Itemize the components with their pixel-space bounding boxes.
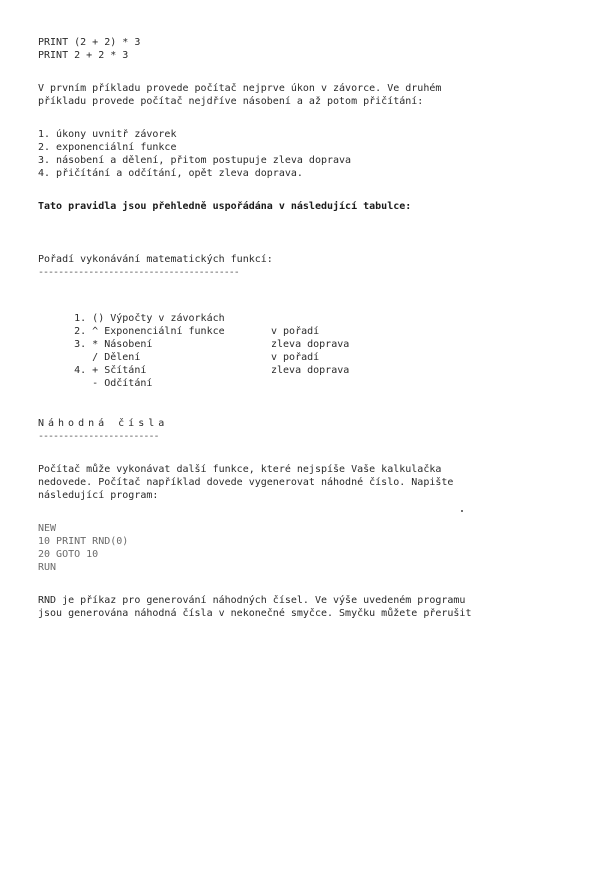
paragraph-rnd-explanation bbox=[38, 594, 563, 620]
table-cell-operator: 1. () Výpočty v závorkách bbox=[74, 313, 225, 324]
text-line: V prvním příkladu provede počítač nejprve úkon v závorce. Ve druhém bbox=[38, 83, 442, 94]
code-example-program bbox=[38, 522, 563, 574]
table-cell-order: v pořadí bbox=[271, 326, 320, 337]
code-line: 20 GOTO 10 bbox=[38, 549, 99, 560]
table-cell-order: zleva doprava bbox=[271, 365, 350, 376]
document-page bbox=[38, 36, 563, 620]
text-line: následující program: bbox=[38, 490, 159, 501]
code-example-top bbox=[38, 36, 563, 62]
paragraph-table-intro: Tato pravidla jsou přehledně uspořádána v následující tabulce: bbox=[38, 201, 412, 212]
section-title: Náhodná čísla bbox=[38, 418, 169, 429]
table-row bbox=[38, 299, 563, 324]
code-line: 10 PRINT RND(0) bbox=[38, 536, 129, 547]
speck-mark bbox=[461, 510, 463, 512]
text-line: jsou generována náhodná čísla v nekonečné smyčce. Smyčku můžete přerušit bbox=[38, 608, 472, 619]
section-title-underline: ------------------------ bbox=[38, 431, 159, 442]
table-cell-operator: 2. ^ Exponenciální funkce bbox=[74, 326, 225, 337]
list-item: 2. exponenciální funkce bbox=[38, 142, 177, 153]
table-row bbox=[38, 364, 563, 389]
paragraph-explanation bbox=[38, 82, 563, 108]
table-cell-operator: / Dělení bbox=[74, 352, 141, 363]
rules-list bbox=[38, 128, 563, 180]
text-line: nedovede. Počítač například dovede vygenerovat náhodné číslo. Napište bbox=[38, 477, 454, 488]
table-cell-order: v pořadí bbox=[271, 352, 320, 363]
table-title: Pořadí vykonávání matematických funkcí: bbox=[38, 254, 273, 265]
paragraph-random-intro bbox=[38, 463, 563, 502]
list-item: 4. přičítání a odčítání, opět zleva doprava. bbox=[38, 168, 303, 179]
code-line: PRINT 2 + 2 * 3 bbox=[38, 50, 129, 61]
table-cell-operator: 3. * Násobení bbox=[74, 339, 153, 350]
table-title-underline: ---------------------------------------- bbox=[38, 267, 239, 278]
section-random-numbers bbox=[38, 417, 563, 443]
text-line: Počítač může vykonávat další funkce, které nejspíše Vaše kalkulačka bbox=[38, 464, 442, 475]
code-line: NEW bbox=[38, 523, 57, 534]
code-line: RUN bbox=[38, 562, 57, 573]
table-cell-order: zleva doprava bbox=[271, 339, 350, 350]
code-line: PRINT (2 + 2) * 3 bbox=[38, 37, 141, 48]
precedence-table bbox=[38, 253, 563, 389]
table-cell-operator: - Odčítání bbox=[74, 378, 153, 389]
table-cell-operator: 4. + Sčítání bbox=[74, 365, 147, 376]
list-item: 3. násobení a dělení, přitom postupuje zleva doprava bbox=[38, 155, 352, 166]
list-item: 1. úkony uvnitř závorek bbox=[38, 129, 177, 140]
text-line: příkladu provede počítač nejdříve násobení a až potom přičítání: bbox=[38, 96, 424, 107]
text-line: RND je příkaz pro generování náhodných čísel. Ve výše uvedeném programu bbox=[38, 595, 466, 606]
